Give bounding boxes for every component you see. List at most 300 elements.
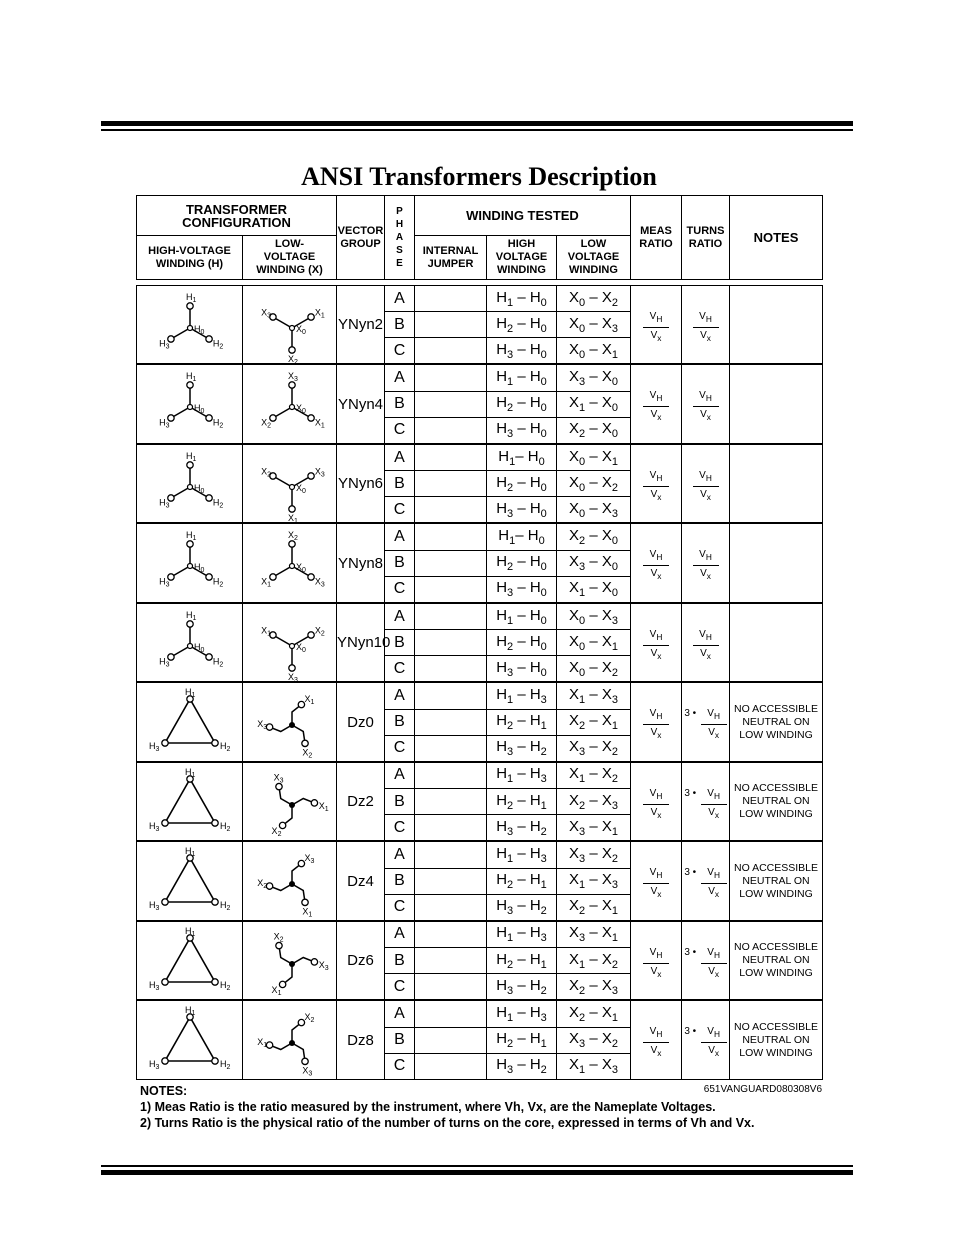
lv-diagram [243, 683, 337, 761]
hv-winding-tested: $H_2 - H_0$ [487, 471, 557, 497]
internal-jumper-cell [415, 1001, 487, 1027]
ratio-numerator: $V_H$ [649, 867, 663, 881]
ratio-numerator: $V_H$ [699, 469, 712, 483]
terminal-node [161, 899, 167, 905]
lv-winding-tested: $X_2 - X_1$ [557, 1001, 631, 1027]
ratio-fraction [693, 311, 719, 344]
ratio-fraction [643, 470, 669, 503]
ratio-denominator: $V_x$ [650, 1045, 662, 1059]
phase-label: C [385, 894, 415, 920]
internal-jumper-cell [415, 286, 487, 312]
ratio-denominator: $V_x$ [650, 727, 662, 741]
internal-jumper-cell [415, 471, 487, 497]
delta-triangle [165, 699, 215, 743]
lv-winding-tested: $X_0 - X_3$ [557, 312, 631, 338]
lv-winding-tested: $X_1 - X_0$ [557, 576, 631, 602]
lv-winding-tested: $X_3 - X_2$ [557, 1027, 631, 1053]
three-factor: 3 • [684, 1026, 697, 1038]
header-hv-tested: HIGH VOLTAGE WINDING [487, 236, 557, 280]
ratio-denominator: $V_x$ [700, 409, 711, 423]
terminal-label: $H_3$ [158, 576, 170, 589]
neutral-label: $H_0$ [193, 562, 204, 575]
internal-jumper-cell [415, 815, 487, 841]
turns-ratio [682, 286, 730, 364]
terminal-label: $H_3$ [158, 338, 170, 351]
terminal-node [301, 740, 307, 746]
delta-hv-diagram [145, 687, 235, 757]
wye-hv-diagram [145, 369, 235, 439]
ratio-denominator: $V_x$ [650, 806, 662, 820]
terminal-node [279, 822, 285, 828]
wye-lv-diagram [247, 369, 333, 439]
internal-jumper-cell [415, 1053, 487, 1079]
terminal-node [161, 819, 167, 825]
terminal-node [307, 314, 313, 320]
terminal-label: $X_3$ [287, 671, 298, 684]
hv-winding-tested: $H_1 - H_3$ [487, 1001, 557, 1027]
ratio-fraction [643, 947, 669, 980]
internal-jumper-cell [415, 524, 487, 550]
meas-ratio [631, 762, 682, 840]
turns-ratio [682, 524, 730, 602]
ratio-numerator: $V_H$ [707, 1026, 720, 1040]
ratio-numerator: $V_H$ [649, 787, 663, 801]
phase-label: C [385, 656, 415, 682]
internal-jumper-cell [415, 894, 487, 920]
internal-jumper-cell [415, 391, 487, 417]
lv-winding-tested: $X_2 - X_3$ [557, 789, 631, 815]
lv-diagram [243, 842, 337, 920]
phase-label: C [385, 576, 415, 602]
terminal-node [266, 1042, 272, 1048]
lv-winding-tested: $X_3 - X_0$ [557, 365, 631, 391]
header-lv-tested: LOW VOLTAGE WINDING [557, 236, 631, 280]
terminal-node [307, 415, 313, 421]
lv-diagram [243, 444, 337, 525]
ratio-numerator: $V_H$ [649, 549, 663, 563]
terminal-label: $H_2$ [219, 979, 230, 992]
ratio-fraction [693, 549, 719, 582]
table-row [137, 921, 823, 947]
hv-winding-tested: $H_3 - H_2$ [487, 894, 557, 920]
neutral-node [187, 405, 192, 410]
neutral-node [187, 643, 192, 648]
table-row [137, 444, 823, 470]
lv-winding-tested: $X_0 - X_2$ [557, 656, 631, 682]
internal-jumper-cell [415, 948, 487, 974]
ratio-denominator: $V_x$ [650, 568, 662, 582]
meas-ratio [631, 683, 682, 761]
phase-label: B [385, 312, 415, 338]
meas-ratio [631, 921, 682, 999]
internal-jumper-cell [415, 1027, 487, 1053]
ratio-numerator: $V_H$ [699, 549, 712, 563]
delta-hv-diagram [145, 1005, 235, 1075]
terminal-label: $H_3$ [158, 656, 170, 669]
top-rule-thick [101, 121, 853, 126]
terminal-label: $H_1$ [184, 925, 195, 938]
hv-winding-tested: $H_3 - H_0$ [487, 417, 557, 443]
turns-ratio [682, 444, 730, 522]
terminal-label: $X_3$ [256, 718, 267, 731]
wye-hv-diagram [145, 290, 235, 360]
phase-label: A [385, 365, 415, 391]
terminal-node [205, 495, 211, 501]
ratio-denominator: $V_x$ [708, 1045, 720, 1059]
note-2: 2) Turns Ratio is the physical ratio of the number of turns on the core, expressed in terms of Vh and Vx. [140, 1116, 755, 1130]
internal-jumper-cell [415, 497, 487, 523]
vector-group: Dz8 [337, 1001, 385, 1080]
hv-winding-tested: $H_1 - H_3$ [487, 842, 557, 868]
ratio-numerator: $V_H$ [707, 946, 720, 960]
internal-jumper-cell [415, 603, 487, 629]
ratio-numerator: $V_H$ [649, 390, 663, 404]
terminal-node [211, 819, 217, 825]
vector-group: Dz2 [337, 762, 385, 840]
terminal-node [311, 799, 317, 805]
meas-ratio [631, 1001, 682, 1080]
terminal-node [205, 336, 211, 342]
terminal-node [205, 415, 211, 421]
ratio-fraction [643, 629, 669, 662]
hv-winding-tested: $H_2 - H_0$ [487, 312, 557, 338]
neutral-label: $X_0$ [295, 323, 306, 336]
internal-jumper-cell [415, 417, 487, 443]
hv-diagram [137, 444, 243, 522]
ratio-fraction [701, 1026, 727, 1059]
ratio-denominator: $V_x$ [650, 488, 662, 502]
terminal-node [161, 740, 167, 746]
neutral-node [289, 643, 294, 648]
neutral-label: $H_0$ [193, 482, 204, 495]
terminal-label: $H_3$ [148, 741, 159, 754]
terminal-node [167, 653, 173, 659]
hv-diagram [137, 762, 243, 840]
terminal-node [301, 1058, 307, 1064]
delta-triangle [165, 938, 215, 982]
three-factor: 3 • [684, 946, 697, 958]
neutral-node [187, 564, 192, 569]
lv-winding-tested: $X_1 - X_2$ [557, 948, 631, 974]
hv-winding-tested: $H_1-$ $H_0$ [487, 444, 557, 470]
terminal-node [161, 978, 167, 984]
lv-diagram [243, 524, 337, 602]
lv-diagram [243, 762, 337, 840]
terminal-label: $X_2$ [271, 825, 281, 838]
lv-diagram [243, 921, 337, 999]
ratio-fraction [643, 788, 669, 821]
phase-label: C [385, 974, 415, 1000]
note-1: 1) Meas Ratio is the ratio measured by the instrument, where Vh, Vx, are the Nameplate Voltages. [140, 1100, 716, 1114]
hv-winding-tested: $H_1 - H_3$ [487, 683, 557, 709]
internal-jumper-cell [415, 974, 487, 1000]
internal-jumper-cell [415, 444, 487, 470]
lv-winding-tested: $X_1 - X_3$ [557, 1053, 631, 1079]
ratio-fraction [643, 311, 669, 344]
hv-winding-tested: $H_1 - H_0$ [487, 286, 557, 312]
wye-lv-diagram [247, 528, 333, 598]
hv-winding-tested: $H_2 - H_0$ [487, 391, 557, 417]
ratio-denominator: $V_x$ [650, 329, 662, 343]
neutral-label: $H_0$ [193, 323, 204, 336]
three-factor: 3 • [684, 708, 697, 720]
terminal-label: $H_3$ [148, 979, 159, 992]
wye-lv-diagram [247, 290, 333, 366]
terminal-node [205, 574, 211, 580]
internal-jumper-cell [415, 550, 487, 576]
wye-hv-diagram [145, 608, 235, 678]
meas-ratio [631, 286, 682, 364]
vector-group: Dz0 [337, 683, 385, 761]
terminal-node [269, 574, 275, 580]
ratio-denominator: $V_x$ [708, 886, 720, 900]
terminal-node [211, 899, 217, 905]
hv-diagram [137, 683, 243, 761]
ratio-denominator: $V_x$ [650, 965, 662, 979]
lv-diagram [243, 286, 337, 364]
transformer-table [136, 195, 823, 1080]
phase-label: A [385, 286, 415, 312]
ratio-numerator: $V_H$ [649, 628, 663, 642]
neutral-label: $X_0$ [295, 641, 306, 654]
row-note: NO ACCESSIBLE NEUTRAL ON LOW WINDING [730, 1001, 823, 1080]
ratio-numerator: $V_H$ [649, 1026, 663, 1040]
hv-winding-tested: $H_3 - H_2$ [487, 815, 557, 841]
lv-winding-tested: $X_3 - X_1$ [557, 921, 631, 947]
ratio-fraction [701, 947, 727, 980]
internal-jumper-cell [415, 576, 487, 602]
hv-diagram [137, 603, 243, 681]
terminal-label: $H_1$ [184, 1005, 195, 1018]
terminal-label: $H_3$ [148, 820, 159, 833]
phase-label: B [385, 789, 415, 815]
phase-label: C [385, 1053, 415, 1079]
terminal-node [167, 574, 173, 580]
lv-winding-tested: $X_0 - X_2$ [557, 286, 631, 312]
row-note [730, 365, 823, 443]
hv-winding-tested: $H_1 - H_3$ [487, 921, 557, 947]
hv-winding-tested: $H_3 - H_0$ [487, 338, 557, 364]
header-hv-winding: HIGH-VOLTAGE WINDING (H) [137, 236, 243, 280]
neutral-label: $X_0$ [295, 562, 306, 575]
wye-lv-diagram [247, 449, 333, 525]
phase-label: B [385, 948, 415, 974]
phase-label: A [385, 762, 415, 788]
lv-diagram [243, 365, 337, 443]
hv-winding-tested: $H_1 - H_3$ [487, 762, 557, 788]
ratio-denominator: $V_x$ [708, 965, 720, 979]
delta-triangle [165, 858, 215, 902]
ratio-fraction [701, 867, 727, 900]
document-code: 651VANGUARD080308V6 [703, 1084, 822, 1095]
terminal-node [288, 506, 294, 512]
terminal-node [205, 653, 211, 659]
neutral-label: $H_0$ [193, 403, 204, 416]
terminal-node [167, 415, 173, 421]
table-body [137, 286, 823, 1080]
phase-label: A [385, 921, 415, 947]
phase-label: B [385, 868, 415, 894]
vector-group: YNyn6 [337, 444, 385, 522]
lv-winding-tested: $X_2 - X_3$ [557, 974, 631, 1000]
hv-diagram [137, 524, 243, 602]
neutral-label: $X_0$ [295, 403, 306, 416]
vector-group: YNyn4 [337, 365, 385, 443]
lv-winding-tested: $X_2 - X_0$ [557, 417, 631, 443]
phase-label: B [385, 391, 415, 417]
terminal-label: $X_1$ [271, 984, 281, 997]
terminal-node [269, 415, 275, 421]
internal-jumper-cell [415, 683, 487, 709]
hv-winding-tested: $H_2 - H_1$ [487, 789, 557, 815]
terminal-label: $X_2$ [260, 466, 271, 479]
row-note [730, 524, 823, 602]
delta-triangle [165, 779, 215, 823]
delta-hv-diagram [145, 926, 235, 996]
hv-winding-tested: $H_1-$ $H_0$ [487, 524, 557, 550]
phase-label: A [385, 842, 415, 868]
row-note: NO ACCESSIBLE NEUTRAL ON LOW WINDING [730, 921, 823, 999]
neutral-node [289, 405, 294, 410]
terminal-node [288, 664, 294, 670]
terminal-label: $X_1$ [256, 1036, 267, 1049]
hv-diagram [137, 921, 243, 999]
ratio-denominator: $V_x$ [708, 806, 720, 820]
turns-ratio [682, 365, 730, 443]
phase-label: C [385, 735, 415, 761]
internal-jumper-cell [415, 338, 487, 364]
row-note [730, 444, 823, 522]
delta-triangle [165, 1017, 215, 1061]
lv-winding-tested: $X_0 - X_1$ [557, 630, 631, 656]
ratio-fraction [643, 1026, 669, 1059]
terminal-label: $X_3$ [314, 466, 325, 479]
header-internal-jumper: INTERNAL JUMPER [415, 236, 487, 280]
internal-jumper-cell [415, 735, 487, 761]
hv-diagram [137, 365, 243, 443]
hv-winding-tested: $H_3 - H_2$ [487, 735, 557, 761]
vector-group: YNyn8 [337, 524, 385, 602]
ratio-numerator: $V_H$ [707, 787, 720, 801]
lv-winding-tested: $X_0 - X_1$ [557, 444, 631, 470]
terminal-label: $H_2$ [219, 820, 230, 833]
terminal-node [307, 631, 313, 637]
terminal-label: $H_3$ [158, 497, 170, 510]
phase-label: B [385, 709, 415, 735]
terminal-label: $X_3$ [318, 959, 329, 972]
zigzag-lv-diagram [247, 926, 333, 996]
table-row [137, 1001, 823, 1027]
lv-winding-tested: $X_1 - X_0$ [557, 391, 631, 417]
meas-ratio [631, 524, 682, 602]
terminal-label: $X_3$ [287, 371, 298, 384]
internal-jumper-cell [415, 789, 487, 815]
terminal-node [211, 1058, 217, 1064]
ratio-numerator: $V_H$ [649, 946, 663, 960]
terminal-label: $H_2$ [219, 741, 230, 754]
ratio-fraction [693, 390, 719, 423]
table-row [137, 683, 823, 709]
meas-ratio [631, 842, 682, 920]
terminal-node [167, 336, 173, 342]
ratio-denominator: $V_x$ [650, 409, 662, 423]
row-note [730, 603, 823, 681]
ratio-fraction [643, 867, 669, 900]
lv-winding-tested: $X_1 - X_3$ [557, 683, 631, 709]
turns-ratio [682, 842, 730, 920]
ratio-numerator: $V_H$ [707, 708, 720, 722]
hv-winding-tested: $H_2 - H_0$ [487, 550, 557, 576]
ratio-numerator: $V_H$ [699, 310, 712, 324]
terminal-label: $X_2$ [287, 353, 298, 366]
internal-jumper-cell [415, 762, 487, 788]
ratio-numerator: $V_H$ [707, 867, 720, 881]
phase-label: C [385, 497, 415, 523]
ratio-fraction [643, 708, 669, 741]
terminal-node [301, 899, 307, 905]
ratio-fraction [701, 708, 727, 741]
table-row [137, 365, 823, 391]
terminal-node [211, 740, 217, 746]
vector-group: Dz4 [337, 842, 385, 920]
ratio-numerator: $V_H$ [649, 708, 663, 722]
delta-hv-diagram [145, 767, 235, 837]
terminal-label: $X_1$ [260, 625, 271, 638]
phase-label: B [385, 550, 415, 576]
terminal-node [167, 495, 173, 501]
ratio-fraction [643, 549, 669, 582]
terminal-label: $H_1$ [185, 291, 196, 304]
terminal-label: $H_3$ [158, 417, 170, 430]
header-notes: NOTES [730, 196, 823, 280]
zigzag-lv-diagram [247, 687, 333, 760]
phase-label: A [385, 683, 415, 709]
internal-jumper-cell [415, 868, 487, 894]
neutral-node [187, 484, 192, 489]
terminal-label: $H_1$ [184, 687, 195, 700]
ratio-numerator: $V_H$ [699, 628, 712, 642]
header-winding-tested: WINDING TESTED [415, 196, 631, 236]
hv-diagram [137, 286, 243, 364]
phase-label: C [385, 815, 415, 841]
phase-label: C [385, 338, 415, 364]
ratio-numerator: $V_H$ [699, 390, 712, 404]
phase-label: C [385, 417, 415, 443]
turns-ratio [682, 921, 730, 999]
ratio-fraction [693, 629, 719, 662]
lv-winding-tested: $X_0 - X_1$ [557, 338, 631, 364]
ratio-numerator: $V_H$ [649, 310, 663, 324]
terminal-label: $X_2$ [303, 1012, 314, 1025]
terminal-label: $X_1$ [260, 576, 271, 589]
hv-diagram [137, 842, 243, 920]
ratio-denominator: $V_x$ [650, 647, 662, 661]
header-turns-ratio: TURNS RATIO [682, 196, 730, 280]
neutral-node [289, 325, 294, 330]
hv-winding-tested: $H_3 - H_0$ [487, 576, 557, 602]
lv-winding-tested: $X_3 - X_0$ [557, 550, 631, 576]
zigzag-lv-diagram [247, 1005, 333, 1078]
ratio-numerator: $V_H$ [649, 469, 663, 483]
header-meas-ratio: MEAS RATIO [631, 196, 682, 280]
terminal-label: $X_2$ [273, 931, 284, 944]
hv-winding-tested: $H_2 - H_1$ [487, 1027, 557, 1053]
hv-winding-tested: $H_3 - H_0$ [487, 656, 557, 682]
terminal-label: $H_1$ [184, 846, 195, 859]
internal-jumper-cell [415, 656, 487, 682]
terminal-label: $X_3$ [314, 576, 325, 589]
terminal-label: $H_1$ [185, 371, 196, 384]
